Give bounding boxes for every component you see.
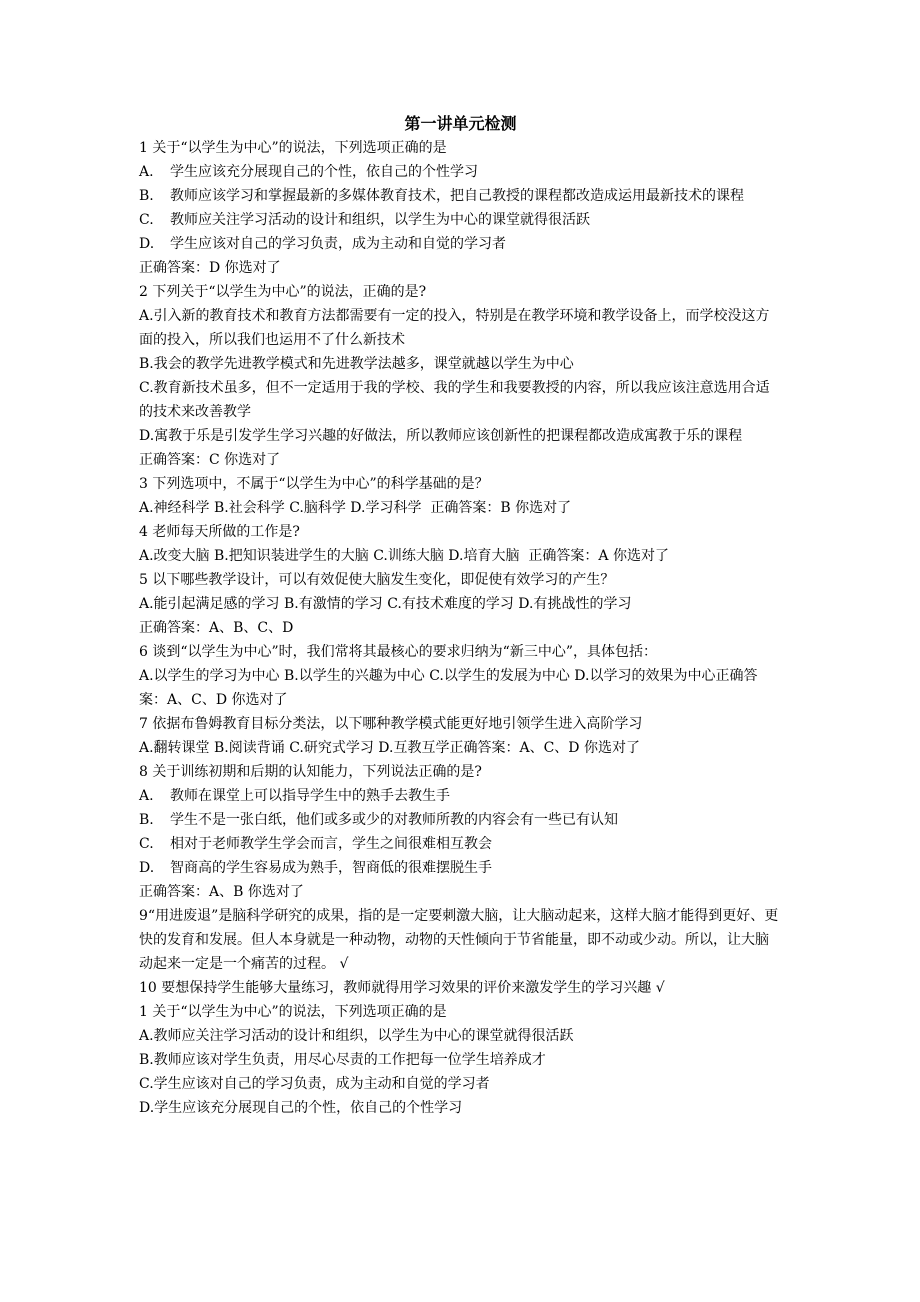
page-title: 第一讲单元检测 [404,114,517,133]
question-text: 6 谈到“以学生为中心”时，我们常将其最核心的要求归纳为“新三中心”，具体包括： [139,644,657,660]
option-text: 教师应关注学习活动的设计和组织，以学生为中心的课堂就得很活跃 [170,212,590,228]
answer-text: 正确答案：A、B 你选对了 [139,884,304,900]
option-item [139,232,782,256]
answer-text: 正确答案：D 你选对了 [139,260,281,276]
question-text: 7 依据布鲁姆教育目标分类法，以下哪种教学模式能更好地引领学生进入高阶学习 [139,716,643,732]
option-letter: C. [139,212,154,228]
option-text: B.教师应该对学生负责，用尽心尽责的工作把每一位学生培养成才 [139,1052,546,1068]
option-text: B.我会的教学先进教学模式和先进教学法越多，课堂就越以学生为中心 [139,356,574,372]
option-text: A.引入新的教育技术和教育方法都需要有一定的投入，特别是在教学环境和教学设备上，而学校没这方面的投入，所以我们也运用不了什么新技术 [139,308,770,348]
option-letter: C. [139,836,154,852]
option-text: D.学生应该充分展现自己的个性，依自己的个性学习 [139,1100,463,1116]
option-text: A.教师应关注学习活动的设计和组织，以学生为中心的课堂就得很活跃 [139,1028,574,1044]
option-item [139,208,782,232]
option-text: 智商高的学生容易成为熟手，智商低的很难摆脱生手 [170,860,492,876]
option-text: C.教育新技术虽多，但不一定适用于我的学校、我的学生和我要教授的内容，所以我应该注意选用合适的技术来改善教学 [139,380,770,420]
option-item [139,160,782,184]
option-letter: A. [139,164,154,180]
question-text: 1 关于“以学生为中心”的说法，下列选项正确的是 [139,140,447,156]
options-answer-line: A.翻转课堂 B.阅读背诵 C.研究式学习 D.互教互学正确答案：A、C、D 你选对了 [139,740,640,756]
option-letter: B. [139,812,154,828]
option-text: 教师应该学习和掌握最新的多媒体教育技术，把自己教授的课程都改造成运用最新技术的课程 [170,188,744,204]
answer-text: 正确答案：A、B、C、D [139,620,294,636]
option-text: 教师在课堂上可以指导学生中的熟手去教生手 [170,788,450,804]
question-text: 2 下列关于“以学生为中心”的说法，正确的是? [139,284,427,300]
question-text: 4 老师每天所做的工作是? [139,524,300,540]
option-item [139,832,782,856]
question-text: 8 关于训练初期和后期的认知能力，下列说法正确的是? [139,764,482,780]
option-letter: A. [139,788,154,804]
option-text: 学生不是一张白纸，他们或多或少的对教师所教的内容会有一些已有认知 [170,812,618,828]
option-item [139,808,782,832]
question-text: 3 下列选项中，不属于“以学生为中心”的科学基础的是？ [139,476,489,492]
options-line: A.能引起满足感的学习 B.有激情的学习 C.有技术难度的学习 D.有挑战性的学习 [139,596,632,612]
statement-text: 9“用进废退”是脑科学研究的成果，指的是一定要刺激大脑，让大脑动起来，这样大脑才能得到更好、更快的发育和发展。但人本身就是一种动物，动物的天性倾向于节省能量，即不动或少动。所以，让大脑动起来一定是一个痛苦的过程。 √ [139,908,779,972]
options-answer-line: A.改变大脑 B.把知识装进学生的大脑 C.训练大脑 D.培育大脑 正确答案：A 你选对了 [139,548,669,564]
question-text: 5 以下哪些教学设计，可以有效促使大脑发生变化，即促使有效学习的产生？ [139,572,615,588]
options-answer-line: A.神经科学 B.社会科学 C.脑科学 D.学习科学 正确答案：B 你选对了 [139,500,572,516]
option-item [139,856,782,880]
statement-text: 10 要想保持学生能够大量练习，教师就得用学习效果的评价来激发学生的学习兴趣 √ [139,980,665,996]
option-text: 学生应该充分展现自己的个性，依自己的个性学习 [170,164,478,180]
options-answer-line: A.以学生的学习为中心 B.以学生的兴趣为中心 C.以学生的发展为中心 D.以学习的效果为中心正确答案：A、C、D 你选对了 [139,668,758,708]
option-letter: B. [139,188,154,204]
option-text: 学生应该对自己的学习负责，成为主动和自觉的学习者 [170,236,506,252]
option-item [139,184,782,208]
option-text: D.寓教于乐是引发学生学习兴趣的好做法，所以教师应该创新性的把课程都改造成寓教于乐的课程 [139,428,743,444]
answer-text: 正确答案：C 你选对了 [139,452,281,468]
question-text: 1 关于“以学生为中心”的说法，下列选项正确的是 [139,1004,447,1020]
option-letter: D. [139,236,155,252]
option-text: 相对于老师教学生学会而言，学生之间很难相互教会 [170,836,492,852]
option-text: C.学生应该对自己的学习负责，成为主动和自觉的学习者 [139,1076,490,1092]
option-letter: D. [139,860,155,876]
option-item [139,784,782,808]
